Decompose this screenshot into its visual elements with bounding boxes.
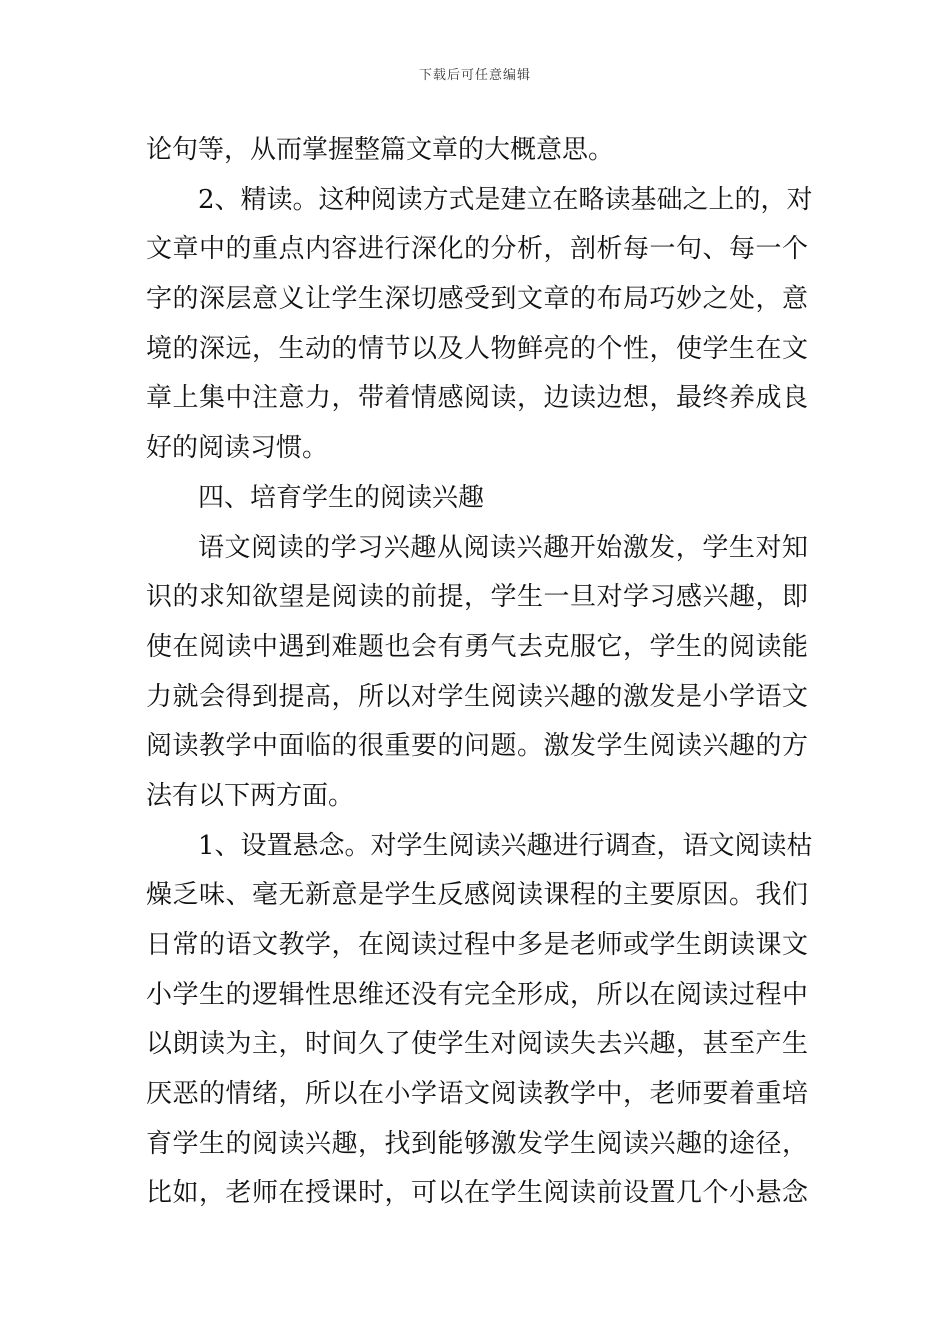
- text-line: 章上集中注意力，带着情感阅读，边读边想，最终养成良: [146, 383, 808, 414]
- text-line: 以朗读为主，时间久了使学生对阅读失去兴趣，甚至产生: [146, 1029, 808, 1060]
- text-line: 日常的语文教学，在阅读过程中多是老师或学生朗读课文: [146, 930, 808, 960]
- text-line: 厌恶的情绪，所以在小学语文阅读教学中，老师要着重培: [146, 1079, 808, 1110]
- text-line: 好的阅读习惯。: [146, 433, 329, 464]
- text-line: 文章中的重点内容进行深化的分析，剖析每一句、每一个: [146, 234, 808, 265]
- text-line: 使在阅读中遇到难题也会有勇气去克服它，学生的阅读能: [146, 631, 808, 662]
- document-body: [146, 126, 813, 1219]
- text-line: 字的深层意义让学生深切感受到文章的布局巧妙之处，意: [146, 284, 808, 315]
- section-heading: 四、培育学生的阅读兴趣: [198, 482, 485, 513]
- text-line: 1、设置悬念。对学生阅读兴趣进行调查，语文阅读枯: [198, 830, 813, 861]
- text-line: 境的深远，生动的情节以及人物鲜亮的个性，使学生在文: [146, 333, 808, 364]
- text-line: 力就会得到提高，所以对学生阅读兴趣的激发是小学语文: [146, 681, 808, 712]
- page-header-note: 下载后可任意编辑: [418, 68, 531, 83]
- text-line: 育学生的阅读兴趣，找到能够激发学生阅读兴趣的途径，: [146, 1128, 808, 1159]
- text-line: 2、精读。这种阅读方式是建立在略读基础之上的，对: [198, 184, 813, 215]
- text-line: 识的求知欲望是阅读的前提，学生一旦对学习感兴趣，即: [146, 582, 808, 613]
- text-line: 阅读教学中面临的很重要的问题。激发学生阅读兴趣的方: [146, 731, 808, 762]
- text-line: 燥乏味、毫无新意是学生反感阅读课程的主要原因。我们: [146, 880, 808, 911]
- text-line: 论句等，从而掌握整篇文章的大概意思。: [146, 135, 615, 165]
- text-line: 语文阅读的学习兴趣从阅读兴趣开始激发，学生对知: [198, 532, 808, 563]
- text-line: 比如，老师在授课时，可以在学生阅读前设置几个小悬念: [146, 1178, 808, 1209]
- text-line: 法有以下两方面。: [146, 780, 355, 811]
- text-line: 小学生的逻辑性思维还没有完全形成，所以在阅读过程中: [146, 979, 808, 1010]
